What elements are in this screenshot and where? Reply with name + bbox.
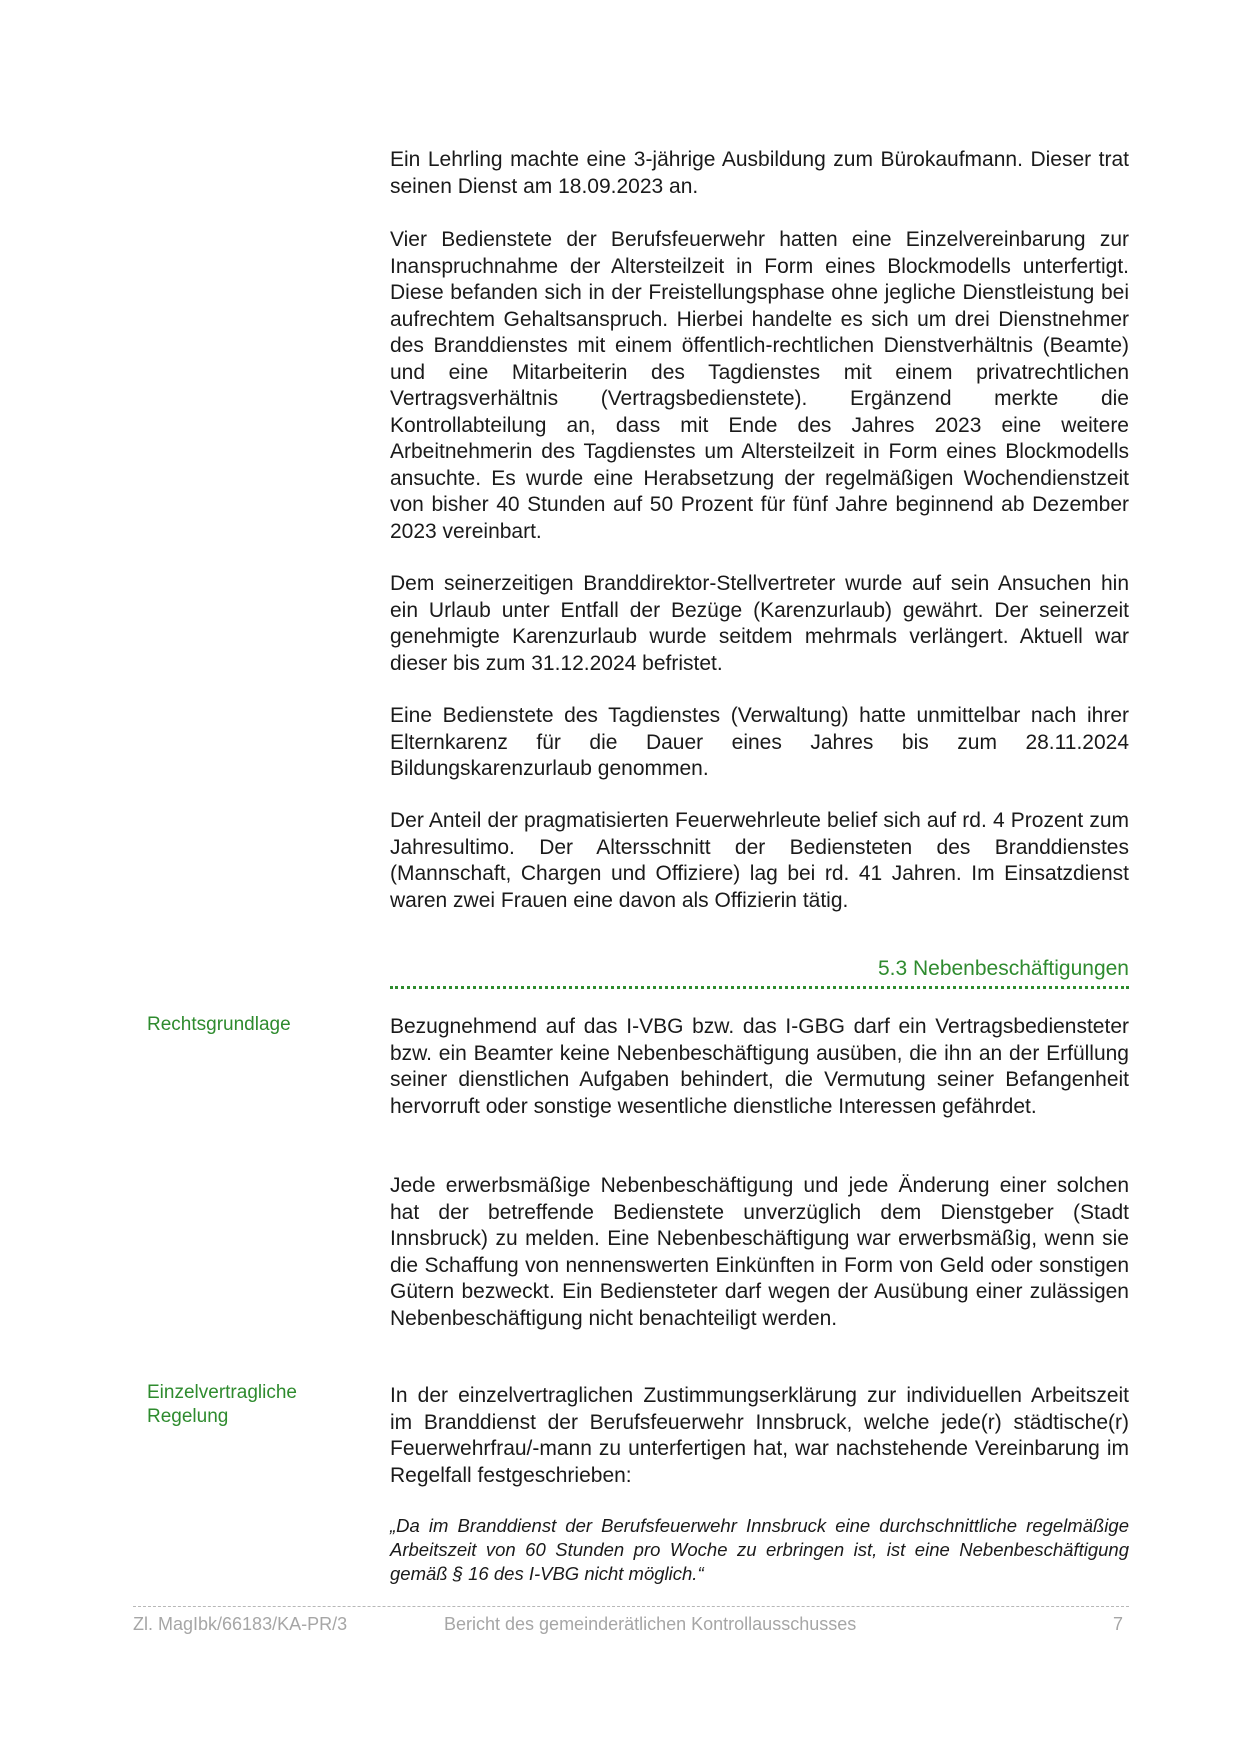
- paragraph-lehrling: Ein Lehrling machte eine 3-jährige Ausbildung zum Bürokaufmann. Dieser trat seinen Dienst am 18.09.2023 an.: [390, 148, 1129, 198]
- page-number: 7: [1112, 1614, 1123, 1634]
- paragraph-altersschnitt: Der Anteil der pragmatisierten Feuerwehrleute belief sich auf rd. 4 Prozent zum Jahresultimo. Der Altersschnitt der Bediensteten des Branddienstes (Mannschaft, Chargen und Offiziere) lag bei rd. 41 Jahren. Im Einsatzdienst waren zwei Frauen eine davon als Offizierin tätig.: [390, 809, 1129, 912]
- footer-title: Bericht des gemeinderätlichen Kontrollausschusses: [444, 1614, 857, 1634]
- footer-reference: Zl. MagIbk/66183/KA-PR/3: [133, 1614, 348, 1634]
- margin-label-rechtsgrundlage: Rechtsgrundlage: [147, 1014, 291, 1035]
- paragraph-meldepflicht: Jede erwerbsmäßige Nebenbeschäftigung und jede Änderung einer solchen hat der betreffende Bedienstete unverzüglich dem Dienstgeber (Stadt Innsbruck) zu melden. Eine Nebenbeschäftigung war erwerbsmäßig, wenn sie die Schaffung von nennenswerten Einkünften in Form von Geld oder sonstigen Gütern bezweckt. Ein Bediensteter darf wegen der Ausübung einer zulässigen Nebenbeschäftigung nicht benachteiligt werden.: [390, 1174, 1129, 1330]
- quoted-agreement: „Da im Branddienst der Berufsfeuerwehr Innsbruck eine durchschnittliche regelmäßige Arbeitszeit von 60 Stunden pro Woche zu erbringen ist, ist eine Nebenbeschäftigung gemäß § 16 des I-VBG nicht möglich.“: [390, 1515, 1129, 1584]
- paragraph-altersteilzeit: Vier Bedienstete der Berufsfeuerwehr hatten eine Einzelvereinbarung zur Inanspruchnahme der Altersteilzeit in Form eines Blockmodells unterfertigt. Diese befanden sich in der Freistellungsphase ohne jegliche Dienstleistung bei aufrechtem Gehaltsanspruch. Hierbei handelte es sich um drei Dienstnehmer des Branddienstes mit einem öffentlich-rechtlichen Dienstverhältnis (Beamte) und eine Mitarbeiterin des Tagdienstes mit einem privatrechtlichen Vertragsverhältnis (Vertragsbedienstete). Ergänzend merkte die Kontrollabteilung an, dass mit Ende des Jahres 2023 eine weitere Arbeitnehmerin des Tagdienstes um Altersteilzeit in Form eines Blockmodells ansuchte. Es wurde eine Herabsetzung der regelmäßigen Wochendienstzeit von bisher 40 Stunden auf 50 Prozent für fünf Jahre beginnend ab Dezember 2023 vereinbart.: [390, 228, 1129, 543]
- section-divider: [390, 986, 1129, 989]
- section-heading: 5.3 Nebenbeschäftigungen: [877, 957, 1129, 980]
- paragraph-karenzurlaub: Dem seinerzeitigen Branddirektor-Stellvertreter wurde auf sein Ansuchen hin ein Urlaub unter Entfall der Bezüge (Karenzurlaub) gewährt. Der seinerzeit genehmigte Karenzurlaub wurde seitdem mehrmals verlängert. Aktuell war dieser bis zum 31.12.2024 befristet.: [390, 572, 1129, 675]
- paragraph-rechtsgrundlage: Bezugnehmend auf das I-VBG bzw. das I-GBG darf ein Vertragsbediensteter bzw. ein Beamter keine Nebenbeschäftigung ausüben, die ihn an der Erfüllung seiner dienstlichen Aufgaben behindert, die Vermutung seiner Befangenheit hervorruft oder sonstige wesentliche dienstliche Interessen gefährdet.: [390, 1015, 1129, 1118]
- paragraph-zustimmungserklaerung: In der einzelvertraglichen Zustimmungserklärung zur individuellen Arbeitszeit im Branddienst der Berufsfeuerwehr Innsbruck, welche jede(r) städtische(r) Feuerwehrfrau/-mann zu unterfertigen hat, war nachstehende Vereinbarung im Regelfall festgeschrieben:: [390, 1384, 1129, 1487]
- footer-divider: [133, 1606, 1129, 1607]
- margin-label-einzelvertragliche-regelung: Einzelvertragliche Regelung: [147, 1382, 297, 1427]
- paragraph-bildungskarenz: Eine Bedienstete des Tagdienstes (Verwaltung) hatte unmittelbar nach ihrer Elternkarenz für die Dauer eines Jahres bis zum 28.11.2024 Bildungskarenzurlaub genommen.: [390, 704, 1129, 780]
